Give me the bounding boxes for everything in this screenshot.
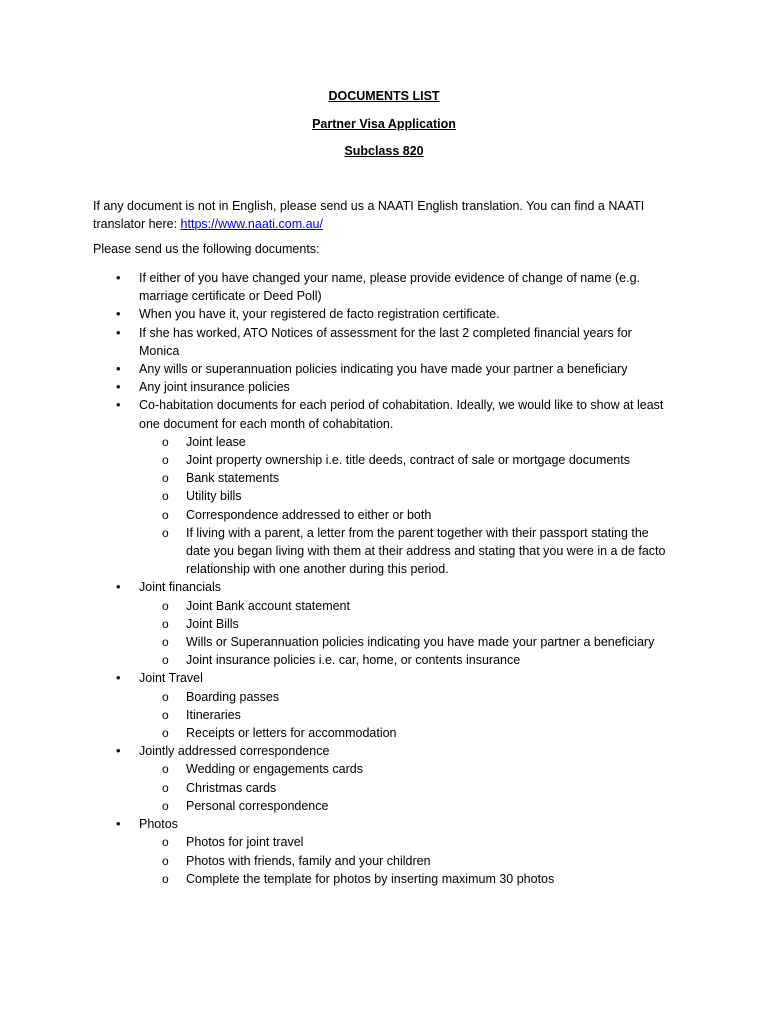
list-item [0,742,667,760]
hollow-bullet-icon: o [162,507,169,522]
hollow-bullet-icon: o [162,489,169,504]
bullet-icon: • [116,361,121,377]
sub-list-item-text: Christmas cards [186,780,277,795]
hollow-bullet-icon: o [162,525,169,540]
sub-list-item-text: Boarding passes [186,689,280,704]
sub-list-item [0,833,667,851]
sub-list-item-text: Joint Bills [186,616,239,631]
hollow-bullet-icon: o [162,853,169,868]
sub-list-item-text: Complete the template for photos by inserting maximum 30 photos [186,871,555,886]
sub-list-item [0,615,667,633]
hollow-bullet-icon: o [162,726,169,741]
list-item-text: Joint Travel [139,671,203,686]
list-item [0,378,667,396]
sub-list-item-text: Photos with friends, family and your children [186,853,431,868]
hollow-bullet-icon: o [162,689,169,704]
list-item [0,305,667,323]
document-subtitle: Partner Visa Application [312,117,456,131]
sub-list-item-text: Wills or Superannuation policies indicating you have made your partner a beneficiary [186,635,655,650]
list-item [0,669,667,687]
sub-list-item [0,633,667,651]
sub-list-item-text: If living with a parent, a letter from the parent together with their passport stating the date you began living with them at their address and stating that you were in a de facto relationship with one another during this period. [186,525,666,577]
sub-list-item-text: Receipts or letters for accommodation [186,726,397,741]
list-item-text: If either of you have changed your name, please provide evidence of change of name (e.g. marriage certificate or Deed Poll) [139,271,641,304]
sub-list-item-text: Photos for joint travel [186,835,304,850]
sub-list-item-text: Joint property ownership i.e. title deeds, contract of sale or mortgage documents [186,453,630,468]
list-item [0,578,667,596]
naati-link[interactable]: https://www.naati.com.au/ [180,217,323,231]
sub-list-item-text: Joint Bank account statement [186,598,350,613]
bullet-icon: • [116,816,121,832]
sub-list-item [0,779,667,797]
sub-list-item [0,724,667,742]
hollow-bullet-icon: o [162,635,169,650]
sub-list-item [0,760,667,778]
list-item-text: Co-habitation documents for each period of cohabitation. Ideally, we would like to show at least one document for each month of cohabitation. [139,398,664,431]
hollow-bullet-icon: o [162,780,169,795]
sub-list-item-text: Correspondence addressed to either or both [186,507,432,522]
sub-list-item [0,688,667,706]
list-item [0,396,667,432]
sub-list-item-text: Joint lease [186,434,246,449]
hollow-bullet-icon: o [162,707,169,722]
list-item-text: When you have it, your registered de facto registration certificate. [139,307,500,322]
intro-paragraph [93,197,693,233]
request-paragraph: Please send us the following documents: [93,242,320,256]
hollow-bullet-icon: o [162,616,169,631]
documents-list [0,269,768,888]
sub-list-item [0,651,667,669]
hollow-bullet-icon: o [162,598,169,613]
hollow-bullet-icon: o [162,798,169,813]
sub-list-item [0,870,667,888]
list-item-text: Photos [139,817,178,832]
sub-list-item-text: Itineraries [186,707,241,722]
list-item-text: Any joint insurance policies [139,380,290,395]
bullet-icon: • [116,670,121,686]
bullet-icon: • [116,579,121,595]
list-item [0,815,667,833]
hollow-bullet-icon: o [162,434,169,449]
hollow-bullet-icon: o [162,835,169,850]
sub-list-item-text: Bank statements [186,471,280,486]
list-item-text: Any wills or superannuation policies indicating you have made your partner a beneficiary [139,362,628,377]
list-item-text: Joint financials [139,580,221,595]
document-subclass: Subclass 820 [344,144,424,158]
sub-list-item [0,506,667,524]
list-item-text: If she has worked, ATO Notices of assessment for the last 2 completed financial years for Monica [139,325,632,358]
sub-list-item-text: Utility bills [186,489,242,504]
list-item [0,324,667,360]
sub-list-item-text: Personal correspondence [186,798,329,813]
hollow-bullet-icon: o [162,653,169,668]
bullet-icon: • [116,324,121,340]
sub-list-item [0,524,667,579]
sub-list-item [0,706,667,724]
bullet-icon: • [116,306,121,322]
list-item [0,360,667,378]
bullet-icon: • [116,379,121,395]
sub-list-item [0,852,667,870]
sub-list-item [0,469,667,487]
hollow-bullet-icon: o [162,762,169,777]
sub-list-item [0,597,667,615]
hollow-bullet-icon: o [162,871,169,886]
sub-list-item [0,451,667,469]
hollow-bullet-icon: o [162,471,169,486]
sub-list-item [0,797,667,815]
bullet-icon: • [116,743,121,759]
hollow-bullet-icon: o [162,453,169,468]
document-title: DOCUMENTS LIST [328,89,440,103]
sub-list-item-text: Wedding or engagements cards [186,762,363,777]
intro-text: If any document is not in English, please send us a NAATI English translation. You can find a NAATI translator here: [93,199,645,231]
bullet-icon: • [116,270,121,285]
sub-list-item [0,433,667,451]
sub-list-item-text: Joint insurance policies i.e. car, home, or contents insurance [186,653,521,668]
bullet-icon: • [116,397,121,413]
list-item-text: Jointly addressed correspondence [139,744,330,759]
sub-list-item [0,487,667,505]
list-item [0,269,667,305]
